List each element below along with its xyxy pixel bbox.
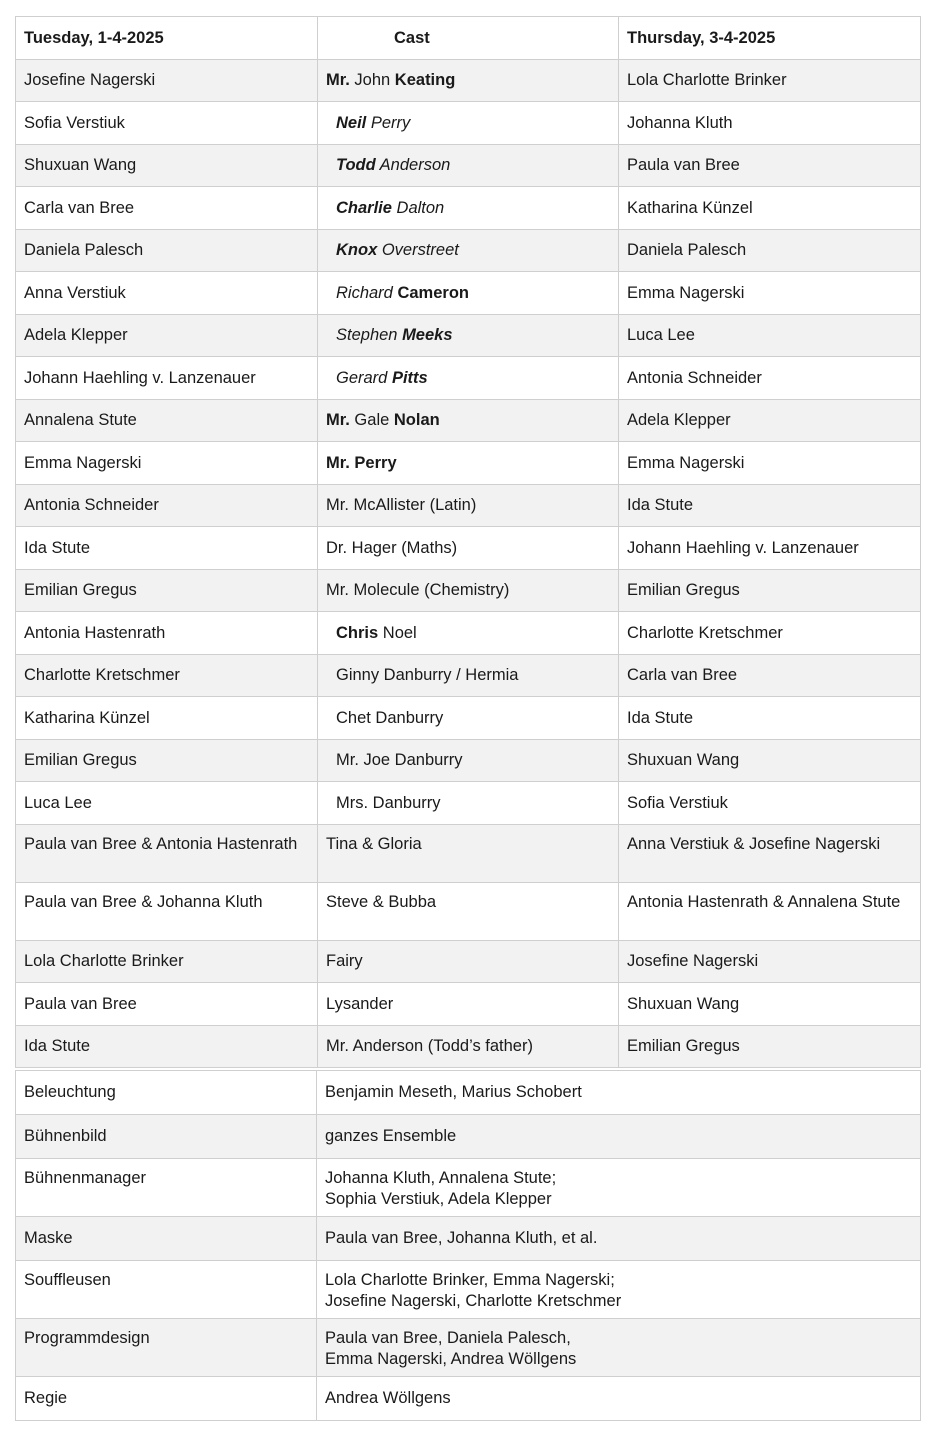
crew-role-label: Maske (16, 1217, 317, 1261)
cast-row (16, 740, 921, 782)
cast-header: Cast (318, 17, 619, 60)
role-name: Mrs. Danburry (318, 782, 619, 825)
tuesday-actor: Daniela Palesch (16, 230, 318, 272)
tuesday-header: Tuesday, 1-4-2025 (16, 17, 318, 60)
thursday-actor: Adela Klepper (619, 400, 921, 442)
thursday-actor: Lola Charlotte Brinker (619, 60, 921, 102)
cast-row (16, 400, 921, 442)
tuesday-actor: Charlotte Kretschmer (16, 655, 318, 697)
role-name: Gerard Pitts (318, 357, 619, 400)
role-name: Mr. Joe Danburry (318, 740, 619, 782)
thursday-actor: Carla van Bree (619, 655, 921, 697)
thursday-actor: Emilian Gregus (619, 570, 921, 612)
cast-row (16, 1026, 921, 1068)
role-name: Lysander (318, 983, 619, 1026)
thursday-actor: Emma Nagerski (619, 272, 921, 315)
thursday-actor: Luca Lee (619, 315, 921, 357)
tuesday-actor: Annalena Stute (16, 400, 318, 442)
tuesday-actor: Johann Haehling v. Lanzenauer (16, 357, 318, 400)
cast-header-row (16, 17, 921, 60)
tuesday-actor: Carla van Bree (16, 187, 318, 230)
crew-row (16, 1071, 921, 1115)
role-name: Chris Noel (318, 612, 619, 655)
crew-members: Andrea Wöllgens (317, 1377, 921, 1421)
cast-table (15, 16, 921, 1068)
crew-members: Johanna Kluth, Annalena Stute; Sophia Verstiuk, Adela Klepper (317, 1159, 921, 1217)
thursday-actor: Antonia Hastenrath & Annalena Stute (619, 883, 921, 941)
cast-row (16, 655, 921, 697)
role-name: Mr. Molecule (Chemistry) (318, 570, 619, 612)
tuesday-actor: Emilian Gregus (16, 740, 318, 782)
role-name: Mr. Gale Nolan (318, 400, 619, 442)
role-name: Tina & Gloria (318, 825, 619, 883)
cast-row (16, 697, 921, 740)
cast-row (16, 485, 921, 527)
tuesday-actor: Ida Stute (16, 1026, 318, 1068)
role-name: Mr. John Keating (318, 60, 619, 102)
thursday-actor: Shuxuan Wang (619, 740, 921, 782)
role-name: Mr. McAllister (Latin) (318, 485, 619, 527)
tuesday-actor: Lola Charlotte Brinker (16, 941, 318, 983)
cast-row (16, 941, 921, 983)
tuesday-actor: Luca Lee (16, 782, 318, 825)
thursday-actor: Josefine Nagerski (619, 941, 921, 983)
thursday-actor: Anna Verstiuk & Josefine Nagerski (619, 825, 921, 883)
thursday-actor: Shuxuan Wang (619, 983, 921, 1026)
role-name: Ginny Danburry / Hermia (318, 655, 619, 697)
crew-members: Lola Charlotte Brinker, Emma Nagerski; Josefine Nagerski, Charlotte Kretschmer (317, 1261, 921, 1319)
crew-row (16, 1217, 921, 1261)
tuesday-actor: Shuxuan Wang (16, 145, 318, 187)
crew-role-label: Programmdesign (16, 1319, 317, 1377)
role-name: Chet Danburry (318, 697, 619, 740)
crew-row (16, 1377, 921, 1421)
crew-table (15, 1070, 921, 1421)
crew-row (16, 1319, 921, 1377)
crew-row (16, 1261, 921, 1319)
role-name: Fairy (318, 941, 619, 983)
tuesday-actor: Paula van Bree & Johanna Kluth (16, 883, 318, 941)
thursday-actor: Katharina Künzel (619, 187, 921, 230)
thursday-actor: Charlotte Kretschmer (619, 612, 921, 655)
crew-role-label: Bühnenmanager (16, 1159, 317, 1217)
role-name: Charlie Dalton (318, 187, 619, 230)
role-name: Steve & Bubba (318, 883, 619, 941)
cast-row (16, 983, 921, 1026)
cast-row (16, 60, 921, 102)
crew-row (16, 1115, 921, 1159)
thursday-actor: Sofia Verstiuk (619, 782, 921, 825)
role-name: Mr. Perry (318, 442, 619, 485)
tuesday-actor: Paula van Bree & Antonia Hastenrath (16, 825, 318, 883)
role-name: Richard Cameron (318, 272, 619, 315)
role-name: Knox Overstreet (318, 230, 619, 272)
tuesday-actor: Ida Stute (16, 527, 318, 570)
thursday-actor: Daniela Palesch (619, 230, 921, 272)
crew-role-label: Bühnenbild (16, 1115, 317, 1159)
crew-role-label: Regie (16, 1377, 317, 1421)
cast-row (16, 315, 921, 357)
crew-role-label: Beleuchtung (16, 1071, 317, 1115)
tuesday-actor: Antonia Hastenrath (16, 612, 318, 655)
crew-row (16, 1159, 921, 1217)
cast-row (16, 357, 921, 400)
thursday-actor: Emilian Gregus (619, 1026, 921, 1068)
crew-members: ganzes Ensemble (317, 1115, 921, 1159)
cast-row (16, 570, 921, 612)
tuesday-actor: Anna Verstiuk (16, 272, 318, 315)
role-name: Todd Anderson (318, 145, 619, 187)
thursday-actor: Paula van Bree (619, 145, 921, 187)
tuesday-actor: Katharina Künzel (16, 697, 318, 740)
thursday-actor: Emma Nagerski (619, 442, 921, 485)
tuesday-actor: Josefine Nagerski (16, 60, 318, 102)
tuesday-actor: Antonia Schneider (16, 485, 318, 527)
tuesday-actor: Paula van Bree (16, 983, 318, 1026)
thursday-header: Thursday, 3-4-2025 (619, 17, 921, 60)
cast-row (16, 442, 921, 485)
tuesday-actor: Adela Klepper (16, 315, 318, 357)
thursday-actor: Ida Stute (619, 697, 921, 740)
cast-row (16, 612, 921, 655)
role-name: Dr. Hager (Maths) (318, 527, 619, 570)
crew-members: Paula van Bree, Johanna Kluth, et al. (317, 1217, 921, 1261)
role-name: Neil Perry (318, 102, 619, 145)
cast-row (16, 230, 921, 272)
thursday-actor: Ida Stute (619, 485, 921, 527)
crew-members: Benjamin Meseth, Marius Schobert (317, 1071, 921, 1115)
cast-row (16, 272, 921, 315)
cast-row (16, 527, 921, 570)
cast-row (16, 145, 921, 187)
cast-row (16, 782, 921, 825)
thursday-actor: Johann Haehling v. Lanzenauer (619, 527, 921, 570)
tuesday-actor: Sofia Verstiuk (16, 102, 318, 145)
role-name: Stephen Meeks (318, 315, 619, 357)
tuesday-actor: Emilian Gregus (16, 570, 318, 612)
cast-row (16, 102, 921, 145)
thursday-actor: Antonia Schneider (619, 357, 921, 400)
thursday-actor: Johanna Kluth (619, 102, 921, 145)
crew-members: Paula van Bree, Daniela Palesch, Emma Nagerski, Andrea Wöllgens (317, 1319, 921, 1377)
cast-row (16, 187, 921, 230)
cast-row (16, 883, 921, 941)
tuesday-actor: Emma Nagerski (16, 442, 318, 485)
role-name: Mr. Anderson (Todd’s father) (318, 1026, 619, 1068)
crew-role-label: Souffleusen (16, 1261, 317, 1319)
cast-row (16, 825, 921, 883)
